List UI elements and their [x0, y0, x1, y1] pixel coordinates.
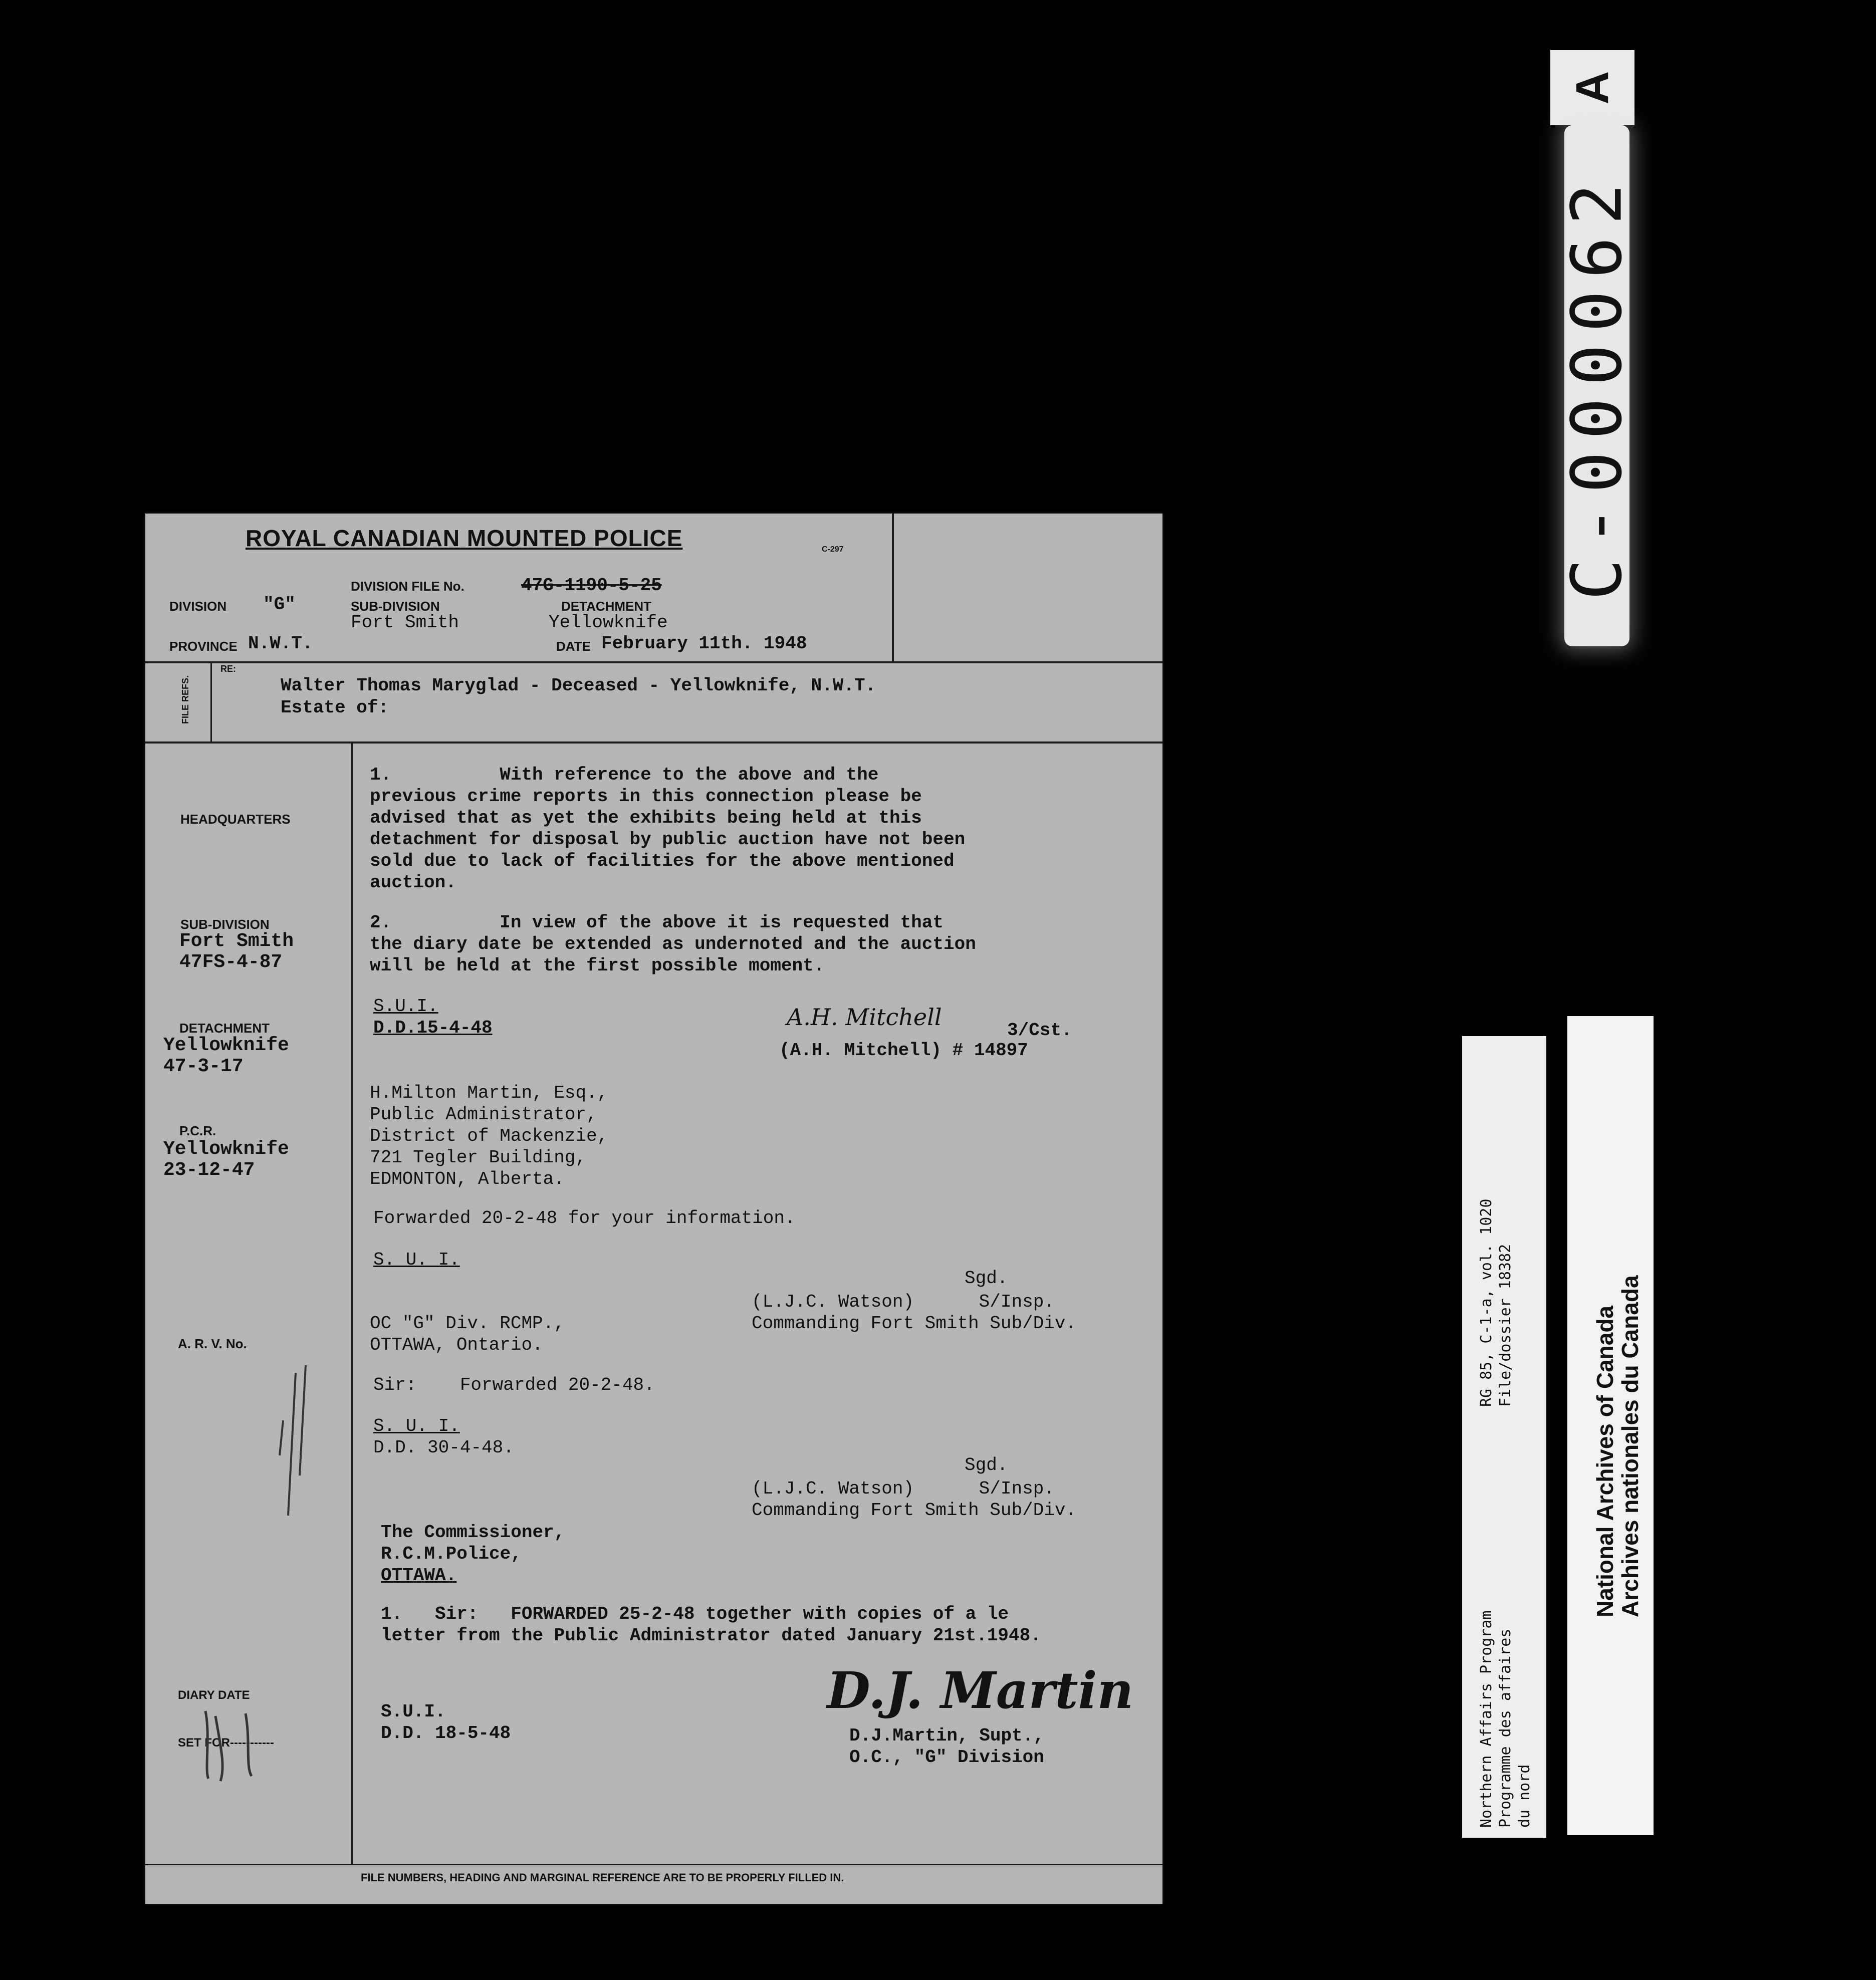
- arv-label: A. R. V. No.: [178, 1336, 247, 1351]
- detachment-label: DETACHMENT: [561, 599, 652, 614]
- sgd-1: Sgd.: [965, 1268, 1008, 1289]
- re-line-2: Estate of:: [281, 697, 389, 718]
- address-line3: District of Mackenzie,: [370, 1126, 608, 1146]
- footer-instruction: FILE NUMBERS, HEADING AND MARGINAL REFERENCE ARE TO BE PROPERLY FILLED IN.: [361, 1871, 844, 1884]
- division-label: DIVISION: [169, 599, 227, 614]
- re-line-1: Walter Thomas Maryglad - Deceased - Yellowknife, N.W.T.: [281, 675, 876, 696]
- detachment-value: Yellowknife: [549, 612, 668, 633]
- commissioner-line1: The Commissioner,: [381, 1522, 565, 1543]
- commanding-1: Commanding Fort Smith Sub/Div.: [752, 1313, 1077, 1334]
- program-line1: Northern Affairs Program: [1478, 1610, 1495, 1828]
- set-for-label: SET FOR-----------: [178, 1736, 274, 1750]
- file-dossier: File/dossier 18382: [1497, 1244, 1514, 1407]
- martin-line2: O.C., "G" Division: [849, 1747, 1044, 1768]
- martin-signature: D.J. Martin: [827, 1661, 1134, 1720]
- headquarters-label: HEADQUARTERS: [180, 812, 291, 827]
- sgd-2: Sgd.: [965, 1455, 1008, 1475]
- sui-4: S.U.I.: [381, 1701, 446, 1722]
- division-file-value: 47G-1190-5-25: [521, 575, 662, 596]
- oc-line2: OTTAWA, Ontario.: [370, 1335, 543, 1355]
- archives-en: National Archives of Canada: [1592, 1305, 1618, 1617]
- form-title: ROYAL CANADIAN MOUNTED POLICE: [246, 525, 683, 551]
- reel-number: C-000062: [1556, 171, 1637, 601]
- final-line2: letter from the Public Administrator dated January 21st.1948.: [381, 1625, 1041, 1646]
- para1-line6: auction.: [370, 872, 456, 893]
- sui-2: S. U. I.: [373, 1250, 460, 1270]
- diary-date-1: D.D.15-4-48: [373, 1018, 493, 1038]
- address-line5: EDMONTON, Alberta.: [370, 1169, 565, 1189]
- file-reference-strip: [1462, 1036, 1546, 1838]
- subdivision-value: Fort Smith: [351, 612, 459, 633]
- reel-number-label: [1556, 125, 1637, 646]
- martin-line1: D.J.Martin, Supt.,: [849, 1725, 1044, 1746]
- para2-line1: 2. In view of the above it is requested that: [370, 912, 944, 933]
- para1-line5: sold due to lack of facilities for the above mentioned: [370, 851, 955, 871]
- sig1-rank: 3/Cst.: [1007, 1020, 1072, 1041]
- para2-line3: will be held at the first possible moment.: [370, 955, 825, 976]
- rcmp-report-form: [145, 514, 1162, 1904]
- frame-tab-a: [1550, 50, 1634, 125]
- watson-1: (L.J.C. Watson) S/Insp.: [752, 1292, 1055, 1312]
- detachment-margin-v2: 47-3-17: [163, 1056, 244, 1077]
- subdivision-margin-label: SUB-DIVISION: [180, 917, 270, 932]
- oc-line1: OC "G" Div. RCMP.,: [370, 1313, 565, 1334]
- forwarded-1: Forwarded 20-2-48 for your information.: [373, 1208, 796, 1228]
- province-value: N.W.T.: [248, 633, 313, 654]
- pcr-label: P.C.R.: [179, 1123, 216, 1138]
- program-line2: Programme des affaires: [1497, 1628, 1514, 1828]
- para1-line2: previous crime reports in this connection please be: [370, 786, 922, 807]
- subdivision-margin-v2: 47FS-4-87: [179, 951, 283, 973]
- mitchell-signature: A.H. Mitchell: [787, 1004, 942, 1031]
- detachment-margin-v1: Yellowknife: [163, 1035, 289, 1056]
- para1-line1: 1. With reference to the above and the: [370, 765, 879, 785]
- para2-line2: the diary date be extended as undernoted and the auction: [370, 934, 976, 954]
- province-label: PROVINCE: [169, 639, 238, 654]
- pcr-v1: Yellowknife: [163, 1138, 289, 1160]
- frame-tab-letter: A: [1566, 71, 1618, 105]
- archives-strip: [1567, 1016, 1654, 1835]
- detachment-margin-label: DETACHMENT: [179, 1021, 270, 1036]
- address-line1: H.Milton Martin, Esq.,: [370, 1083, 608, 1103]
- sig1-name: (A.H. Mitchell) # 14897: [779, 1040, 1028, 1061]
- diary-date-3: D.D. 30-4-48.: [373, 1437, 514, 1458]
- sui-1: S.U.I.: [373, 996, 438, 1017]
- form-number: C-297: [822, 545, 844, 554]
- diary-date-4: D.D. 18-5-48: [381, 1723, 511, 1744]
- sui-3: S. U. I.: [373, 1416, 460, 1436]
- address-line4: 721 Tegler Building,: [370, 1147, 587, 1168]
- date-value: February 11th. 1948: [601, 633, 807, 654]
- date-label: DATE: [556, 639, 591, 654]
- program-line3: du nord: [1516, 1764, 1533, 1828]
- commissioner-line3: OTTAWA.: [381, 1565, 457, 1586]
- para1-line4: detachment for disposal by public auction have not been: [370, 829, 966, 850]
- commanding-2: Commanding Fort Smith Sub/Div.: [752, 1500, 1077, 1521]
- pcr-v2: 23-12-47: [163, 1159, 255, 1181]
- diary-date-label: DIARY DATE: [178, 1688, 250, 1702]
- file-refs-label: FILE REFS.: [180, 675, 190, 724]
- division-file-label: DIVISION FILE No.: [351, 579, 464, 594]
- division-value: "G": [263, 594, 296, 615]
- archives-fr: Archives nationales du Canada: [1617, 1275, 1643, 1617]
- subdivision-margin-v1: Fort Smith: [179, 930, 294, 952]
- commissioner-line2: R.C.M.Police,: [381, 1544, 522, 1564]
- para1-line3: advised that as yet the exhibits being held at this: [370, 808, 922, 828]
- rg-reference: RG 85, C-1-a, vol. 1020: [1478, 1198, 1495, 1407]
- watson-2: (L.J.C. Watson) S/Insp.: [752, 1478, 1055, 1499]
- final-line1: 1. Sir: FORWARDED 25-2-48 together with copies of a le: [381, 1604, 1009, 1624]
- subdivision-label: SUB-DIVISION: [351, 599, 440, 614]
- sir-forwarded: Sir: Forwarded 20-2-48.: [373, 1375, 655, 1395]
- re-label: RE:: [220, 664, 236, 674]
- address-line2: Public Administrator,: [370, 1104, 597, 1125]
